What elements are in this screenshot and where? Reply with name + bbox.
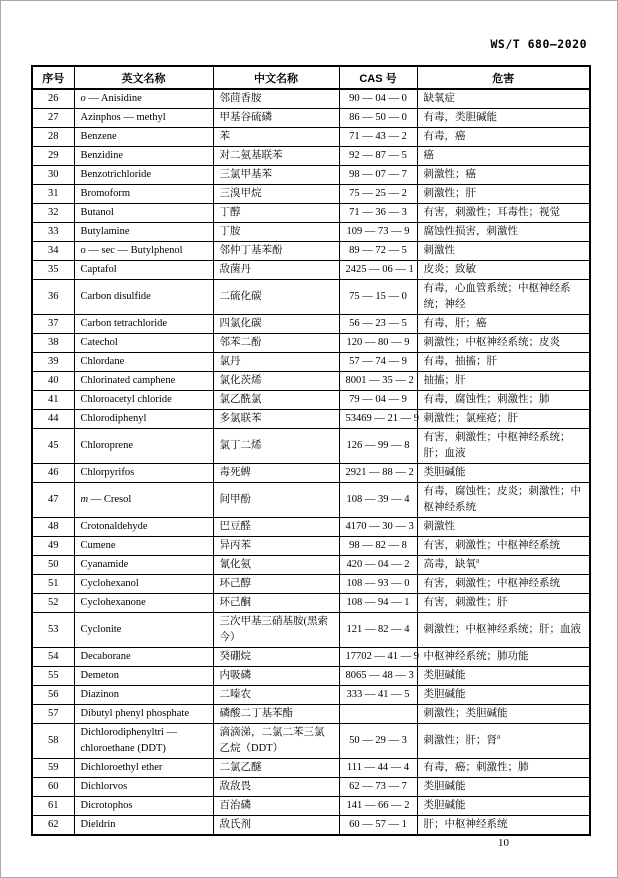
hazard-cell: 高毒，缺氧$^a$ [417,556,590,575]
chinese-name-cell: 三氯甲基苯 [213,166,339,185]
table-row [32,89,590,109]
table-row [32,166,590,185]
seq-cell: 48 [32,518,74,537]
chinese-name-cell: 百治磷 [213,797,339,816]
cas-number-cell: 71 — 36 — 3 [339,204,417,223]
table-row [32,759,590,778]
chinese-name-cell: 氰化氨 [213,556,339,575]
seq-cell: 38 [32,334,74,353]
cas-number-cell: 141 — 66 — 2 [339,797,417,816]
seq-cell: 45 [32,429,74,464]
hazard-cell: 缺氧症 [417,89,590,109]
hazard-cell: 有害，刺激性；耳毒性；视觉 [417,204,590,223]
seq-cell: 34 [32,242,74,261]
english-name-cell: Dichlorvos [74,778,213,797]
table-row [32,705,590,724]
hazard-cell: 刺激性；肝；肾$^a$ [417,724,590,759]
chinese-name-cell: 甲基谷硫磷 [213,109,339,128]
table-header-row [32,66,590,89]
cas-number-cell: 108 — 93 — 0 [339,575,417,594]
cas-number-cell: 98 — 07 — 7 [339,166,417,185]
hazard-cell: 肝；中枢神经系统 [417,816,590,836]
chinese-name-cell: 氯丹 [213,353,339,372]
chinese-name-cell: 二氯乙醚 [213,759,339,778]
cas-number-cell: 71 — 43 — 2 [339,128,417,147]
english-name-cell: Chloroacetyl chloride [74,391,213,410]
chinese-name-cell: 邻仲丁基苯酚 [213,242,339,261]
column-header: 序号 [32,66,74,89]
hazard-cell: 有害，刺激性；中枢神经系统 [417,537,590,556]
seq-cell: 35 [32,261,74,280]
english-name-cell: Cyclohexanone [74,594,213,613]
table-row [32,223,590,242]
hazard-cell: 类胆碱能 [417,797,590,816]
table-row [32,778,590,797]
seq-cell: 27 [32,109,74,128]
cas-number-cell: 8065 — 48 — 3 [339,667,417,686]
hazard-cell: 刺激性；中枢神经系统；肝；血液 [417,613,590,648]
chinese-name-cell: 苯 [213,128,339,147]
english-name-cell: Bromoform [74,185,213,204]
english-name-cell: Chlorpyrifos [74,464,213,483]
cas-number-cell: 2425 — 06 — 1 [339,261,417,280]
hazard-cell: 癌 [417,147,590,166]
table-row [32,648,590,667]
hazard-cell: 刺激性；中枢神经系统；皮炎 [417,334,590,353]
seq-cell: 50 [32,556,74,575]
table-row [32,613,590,648]
seq-cell: 54 [32,648,74,667]
chinese-name-cell: 邻茴香胺 [213,89,339,109]
chinese-name-cell: 敌菌丹 [213,261,339,280]
hazard-cell: 刺激性；肝 [417,185,590,204]
english-name-cell: Cyclonite [74,613,213,648]
chinese-name-cell: 滴滴涕，二氯二苯三氯乙烷（DDT） [213,724,339,759]
page-number: 10 [498,837,509,849]
table-row [32,334,590,353]
hazard-cell: 刺激性；氯痤疮；肝 [417,410,590,429]
english-name-cell: Dicrotophos [74,797,213,816]
footnote-marker: a [476,556,480,565]
cas-number-cell: 120 — 80 — 9 [339,334,417,353]
footnote-marker: a [497,732,501,741]
english-name-cell: m — Cresol [74,483,213,518]
cas-number-cell: 121 — 82 — 4 [339,613,417,648]
hazard-cell: 有毒，腐蚀性；刺激性；肺 [417,391,590,410]
english-name-cell: Cyclohexanol [74,575,213,594]
chinese-name-cell: 环己酮 [213,594,339,613]
seq-cell: 32 [32,204,74,223]
cas-number-cell: 75 — 15 — 0 [339,280,417,315]
english-name-cell: Chlordane [74,353,213,372]
table-row [32,261,590,280]
seq-cell: 56 [32,686,74,705]
table-row [32,280,590,315]
chinese-name-cell: 对二氨基联苯 [213,147,339,166]
table-row [32,242,590,261]
hazard-cell: 有毒，类胆碱能 [417,109,590,128]
english-name-cell: Benzotrichloride [74,166,213,185]
cas-number-cell: 56 — 23 — 5 [339,315,417,334]
cas-number-cell: 50 — 29 — 3 [339,724,417,759]
table-row [32,537,590,556]
seq-cell: 30 [32,166,74,185]
table-row [32,575,590,594]
chinese-name-cell: 四氯化碳 [213,315,339,334]
seq-cell: 52 [32,594,74,613]
seq-cell: 33 [32,223,74,242]
cas-number-cell: 126 — 99 — 8 [339,429,417,464]
english-name-cell: Benzidine [74,147,213,166]
seq-cell: 57 [32,705,74,724]
chinese-name-cell: 异丙苯 [213,537,339,556]
chinese-name-cell: 氯丁二烯 [213,429,339,464]
chinese-name-cell: 氯乙酰氯 [213,391,339,410]
hazard-cell: 皮炎；致敏 [417,261,590,280]
table-row [32,429,590,464]
chinese-name-cell: 丁胺 [213,223,339,242]
english-name-cell: Dichlorodiphenyltri — chloroethane (DDT) [74,724,213,759]
table-row [32,724,590,759]
english-name-cell: Chlorinated camphene [74,372,213,391]
english-name-cell: Captafol [74,261,213,280]
seq-cell: 58 [32,724,74,759]
chinese-name-cell: 毒死蜱 [213,464,339,483]
table-row [32,372,590,391]
hazard-cell: 类胆碱能 [417,667,590,686]
table-row [32,185,590,204]
cas-number-cell: 111 — 44 — 4 [339,759,417,778]
english-name-cell: o — sec — Butylphenol [74,242,213,261]
english-name-cell: Carbon tetrachloride [74,315,213,334]
chinese-name-cell: 间甲酚 [213,483,339,518]
column-header: 英文名称 [74,66,213,89]
chinese-name-cell: 巴豆醛 [213,518,339,537]
cas-number-cell: 57 — 74 — 9 [339,353,417,372]
english-name-cell: Benzene [74,128,213,147]
chinese-name-cell: 敌敌畏 [213,778,339,797]
english-name-cell: Dibutyl phenyl phosphate [74,705,213,724]
english-name-cell: o — Anisidine [74,89,213,109]
seq-cell: 41 [32,391,74,410]
hazard-cell: 刺激性；类胆碱能 [417,705,590,724]
cas-number-cell: 108 — 94 — 1 [339,594,417,613]
cas-number-cell: 62 — 73 — 7 [339,778,417,797]
table-row [32,109,590,128]
column-header: CAS 号 [339,66,417,89]
seq-cell: 59 [32,759,74,778]
table-row [32,464,590,483]
table-row [32,797,590,816]
table-row [32,556,590,575]
cas-number-cell: 98 — 82 — 8 [339,537,417,556]
english-name-cell: Diazinon [74,686,213,705]
cas-number-cell: 90 — 04 — 0 [339,89,417,109]
english-name-cell: Cyanamide [74,556,213,575]
hazard-cell: 中枢神经系统；肺功能 [417,648,590,667]
cas-number-cell: 79 — 04 — 9 [339,391,417,410]
hazard-cell: 有毒，心血管系统；中枢神经系统；神经 [417,280,590,315]
english-name-cell: Crotonaldehyde [74,518,213,537]
table-row [32,391,590,410]
english-name-cell: Butanol [74,204,213,223]
english-name-cell: Butylamine [74,223,213,242]
column-header: 中文名称 [213,66,339,89]
hazard-cell: 有毒，癌；刺激性；肺 [417,759,590,778]
chinese-name-cell: 癸硼烷 [213,648,339,667]
chinese-name-cell: 三溴甲烷 [213,185,339,204]
seq-cell: 46 [32,464,74,483]
seq-cell: 40 [32,372,74,391]
cas-number-cell: 75 — 25 — 2 [339,185,417,204]
english-name-cell: Cumene [74,537,213,556]
english-name-cell: Decaborane [74,648,213,667]
seq-cell: 29 [32,147,74,166]
cas-number-cell: 109 — 73 — 9 [339,223,417,242]
seq-cell: 60 [32,778,74,797]
hazard-cell: 腐蚀性损害，刺激性 [417,223,590,242]
table-row [32,686,590,705]
cas-number-cell: 53469 — 21 — 9 [339,410,417,429]
seq-cell: 51 [32,575,74,594]
hazard-cell: 有害，刺激性；肝 [417,594,590,613]
english-name-cell: Chlorodiphenyl [74,410,213,429]
seq-cell: 55 [32,667,74,686]
seq-cell: 39 [32,353,74,372]
column-header: 危害 [417,66,590,89]
seq-cell: 53 [32,613,74,648]
english-name-cell: Carbon disulfide [74,280,213,315]
table-row [32,410,590,429]
table-row [32,594,590,613]
cas-number-cell: 420 — 04 — 2 [339,556,417,575]
cas-number-cell: 92 — 87 — 5 [339,147,417,166]
cas-number-cell: 8001 — 35 — 2 [339,372,417,391]
hazard-cell: 有毒，癌 [417,128,590,147]
hazard-cell: 有毒，腐蚀性；皮炎；刺激性；中枢神经系统 [417,483,590,518]
seq-cell: 62 [32,816,74,836]
table-body [32,89,590,835]
chinese-name-cell: 丁醇 [213,204,339,223]
hazard-cell: 抽搐；肝 [417,372,590,391]
table-row [32,204,590,223]
table-row [32,353,590,372]
chinese-name-cell: 内吸磷 [213,667,339,686]
chinese-name-cell: 邻苯二酚 [213,334,339,353]
english-name-cell: Catechol [74,334,213,353]
hazard-cell: 类胆碱能 [417,686,590,705]
hazard-cell: 刺激性 [417,242,590,261]
hazard-cell: 有害，刺激性；中枢神经系统；肝；血液 [417,429,590,464]
cas-number-cell: 17702 — 41 — 9 [339,648,417,667]
cas-number-cell: 4170 — 30 — 3 [339,518,417,537]
seq-cell: 26 [32,89,74,109]
table-row [32,483,590,518]
english-name-cell: Dieldrin [74,816,213,836]
table-row [32,147,590,166]
hazard-cell: 刺激性 [417,518,590,537]
seq-cell: 47 [32,483,74,518]
cas-number-cell: 60 — 57 — 1 [339,816,417,836]
seq-cell: 37 [32,315,74,334]
seq-cell: 36 [32,280,74,315]
seq-cell: 31 [32,185,74,204]
chinese-name-cell: 二嗪农 [213,686,339,705]
hazard-cell: 有毒，抽搐；肝 [417,353,590,372]
cas-number-cell: 2921 — 88 — 2 [339,464,417,483]
table-row [32,816,590,836]
hazard-cell: 类胆碱能 [417,778,590,797]
table-row [32,128,590,147]
header-row [32,66,590,89]
hazard-cell: 刺激性；癌 [417,166,590,185]
table-row [32,315,590,334]
cas-number-cell [339,705,417,724]
table-row [32,518,590,537]
chinese-name-cell: 多氯联苯 [213,410,339,429]
seq-cell: 44 [32,410,74,429]
hazard-cell: 有害，刺激性；中枢神经系统 [417,575,590,594]
seq-cell: 61 [32,797,74,816]
hazard-cell: 有毒，肝；癌 [417,315,590,334]
english-name-cell: Azinphos — methyl [74,109,213,128]
chinese-name-cell: 敌氏剂 [213,816,339,836]
table-row [32,667,590,686]
english-name-cell: Demeton [74,667,213,686]
hazard-cell: 类胆碱能 [417,464,590,483]
cas-number-cell: 333 — 41 — 5 [339,686,417,705]
standard-code-header: WS/T 680—2020 [490,37,587,51]
seq-cell: 28 [32,128,74,147]
cas-number-cell: 86 — 50 — 0 [339,109,417,128]
chinese-name-cell: 二硫化碳 [213,280,339,315]
hazard-table [31,65,591,836]
chinese-name-cell: 氯化茨烯 [213,372,339,391]
chinese-name-cell: 环己醇 [213,575,339,594]
english-name-cell: Chloroprene [74,429,213,464]
cas-number-cell: 108 — 39 — 4 [339,483,417,518]
cas-number-cell: 89 — 72 — 5 [339,242,417,261]
chinese-name-cell: 磷酸二丁基苯酯 [213,705,339,724]
chinese-name-cell: 三次甲基三硝基胺(黑索今） [213,613,339,648]
english-name-cell: Dichloroethyl ether [74,759,213,778]
seq-cell: 49 [32,537,74,556]
